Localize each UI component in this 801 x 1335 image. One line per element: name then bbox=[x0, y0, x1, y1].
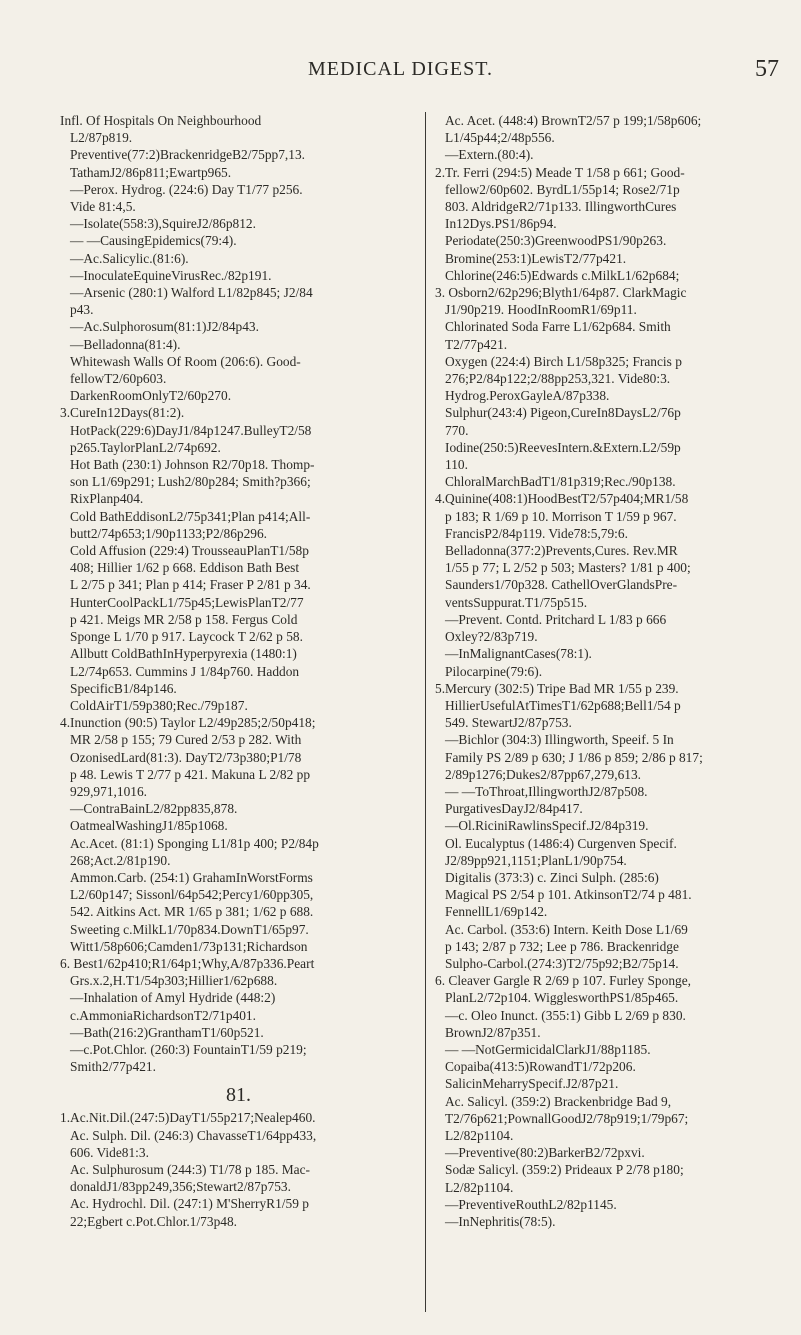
index-line: OatmealWashingJ1/85p1068. bbox=[70, 818, 228, 834]
index-line: 5.Mercury (302:5) Tripe Bad MR 1/55 p 239. bbox=[435, 680, 679, 696]
index-line: TathamJ2/86p811;Ewartp965. bbox=[70, 164, 232, 180]
index-line: Whitewash Walls Of Room (206:6). Good- bbox=[70, 353, 301, 369]
left-entries-continued bbox=[60, 1109, 417, 1229]
index-line: 770. bbox=[445, 422, 469, 438]
index-line: ChloralMarchBadT1/81p319;Rec./90p138. bbox=[445, 474, 676, 490]
index-line: Oxygen (224:4) Birch L1/58p325; Francis p bbox=[445, 353, 682, 369]
index-line: 4.Inunction (90:5) Taylor L2/49p285;2/50p418; bbox=[60, 715, 316, 731]
index-line: 268;Act.2/81p190. bbox=[70, 852, 171, 868]
index-line: p 183; R 1/69 p 10. Morrison T 1/59 p 967. bbox=[445, 508, 677, 524]
index-line: —ContraBainL2/82pp835,878. bbox=[70, 801, 238, 817]
index-line: Ac. Salicyl. (359:2) Brackenbridge Bad 9, bbox=[445, 1093, 672, 1109]
index-line: J1/90p219. HoodInRoomR1/69p11. bbox=[445, 302, 637, 318]
index-line: Cold Affusion (229:4) TrousseauPlanT1/58p bbox=[70, 543, 309, 559]
index-line: 2/89p1276;Dukes2/87pp67,279,613. bbox=[445, 766, 642, 782]
index-line: Preventive(77:2)BrackenridgeB2/75pp7,13. bbox=[70, 147, 306, 163]
index-line: L2/87p819. bbox=[70, 130, 133, 146]
index-line: Iodine(250:5)ReevesIntern.&Extern.L2/59p bbox=[445, 439, 681, 455]
index-line: DarkenRoomOnlyT2/60p270. bbox=[70, 388, 232, 404]
section-number: 81. bbox=[226, 1084, 251, 1107]
index-line: Copaiba(413:5)RowandT1/72p206. bbox=[445, 1059, 636, 1075]
index-line: fellow2/60p602. ByrdL1/55p14; Rose2/71p bbox=[445, 181, 680, 197]
index-line: L2/82p1104. bbox=[445, 1127, 514, 1143]
index-line: L 2/75 p 341; Plan p 414; Fraser P 2/81 p 34. bbox=[70, 577, 311, 593]
index-line: 3. Osborn2/62p296;Blyth1/64p87. ClarkMagic bbox=[435, 285, 687, 301]
index-line: 606. Vide81:3. bbox=[70, 1144, 149, 1160]
index-line: —c.Pot.Chlor. (260:3) FountainT1/59 p219; bbox=[70, 1041, 307, 1057]
index-line: fellowT2/60p603. bbox=[70, 371, 167, 387]
index-line: HotPack(229:6)DayJ1/84p1247.BulleyT2/58 bbox=[70, 422, 312, 438]
index-line: In12Dys.PS1/86p94. bbox=[445, 216, 557, 232]
index-line: 3.CureIn12Days(81:2). bbox=[60, 405, 185, 421]
index-line: 2.Tr. Ferri (294:5) Meade T 1/58 p 661; Good- bbox=[435, 164, 685, 180]
index-line: Sulphur(243:4) Pigeon,CureIn8DaysL2/76p bbox=[445, 405, 681, 421]
index-line: PurgativesDayJ2/84p417. bbox=[445, 801, 583, 817]
index-line: — —NotGermicidalClarkJ1/88p1185. bbox=[445, 1041, 651, 1057]
index-line: Ac. Carbol. (353:6) Intern. Keith Dose L1/69 bbox=[445, 921, 688, 937]
index-line: —Preventive(80:2)BarkerB2/72pxvi. bbox=[445, 1145, 645, 1161]
index-line: —Inhalation of Amyl Hydride (448:2) bbox=[70, 990, 276, 1006]
right-entries bbox=[435, 112, 784, 1230]
index-line: Ac.Acet. (81:1) Sponging L1/81p 400; P2/84p bbox=[70, 835, 319, 851]
index-line: Hydrog.PeroxGayleA/87p338. bbox=[445, 388, 610, 404]
index-line: 1/55 p 77; L 2/52 p 503; Masters? 1/81 p 400; bbox=[445, 560, 691, 576]
index-line: Magical PS 2/54 p 101. AtkinsonT2/74 p 481. bbox=[445, 887, 692, 903]
index-line: ColdAirT1/59p380;Rec./79p187. bbox=[70, 697, 248, 713]
index-line: Vide 81:4,5. bbox=[70, 199, 136, 215]
index-line: Witt1/58p606;Camden1/73p131;Richardson bbox=[70, 938, 308, 954]
index-line: T2/77p421. bbox=[445, 336, 508, 352]
index-line: — —CausingEpidemics(79:4). bbox=[70, 233, 237, 249]
index-line: Sweeting c.MilkL1/70p834.DownT1/65p97. bbox=[70, 921, 309, 937]
index-line: 929,971,1016. bbox=[70, 783, 147, 799]
left-entries bbox=[60, 112, 417, 1075]
index-line: Digitalis (373:3) c. Zinci Sulph. (285:6) bbox=[445, 869, 659, 885]
index-line: p 143; 2/87 p 732; Lee p 786. Brackenridge bbox=[445, 938, 679, 954]
index-line: Ac. Acet. (448:4) BrownT2/57 p 199;1/58p606; bbox=[445, 113, 702, 128]
index-line: FrancisP2/84p119. Vide78:5,79:6. bbox=[445, 525, 628, 541]
page-number: 57 bbox=[755, 56, 779, 82]
index-line: Chlorinated Soda Farre L1/62p684. Smith bbox=[445, 319, 671, 335]
index-line: HillierUsefulAtTimesT1/62p688;Bell1/54 p bbox=[445, 697, 681, 713]
index-line: —Extern.(80:4). bbox=[445, 147, 534, 163]
index-line: —InMalignantCases(78:1). bbox=[445, 646, 592, 662]
index-line: —Bath(216:2)GranthamT1/60p521. bbox=[70, 1024, 264, 1040]
index-line: 22;Egbert c.Pot.Chlor.1/73p48. bbox=[70, 1213, 238, 1229]
index-line: —Prevent. Contd. Pritchard L 1/83 p 666 bbox=[445, 611, 667, 627]
index-line: FennellL1/69p142. bbox=[445, 904, 548, 920]
index-line: T2/76p621;PownallGoodJ2/78p919;1/79p67; bbox=[445, 1110, 689, 1126]
index-line: 6. Best1/62p410;R1/64p1;Why,A/87p336.Peart bbox=[60, 955, 315, 971]
index-line: ventsSuppurat.T1/75p515. bbox=[445, 594, 588, 610]
index-line: OzonisedLard(81:3). DayT2/73p380;P1/78 bbox=[70, 749, 302, 765]
index-line: —InNephritis(78:5). bbox=[445, 1214, 556, 1229]
index-line: Belladonna(377:2)Prevents,Cures. Rev.MR bbox=[445, 543, 678, 559]
index-line: Allbutt ColdBathInHyperpyrexia (1480:1) bbox=[70, 646, 297, 662]
left-column bbox=[60, 112, 426, 1312]
index-line: L1/45p44;2/48p556. bbox=[445, 130, 555, 146]
index-line: —Bichlor (304:3) Illingworth, Speeif. 5 In bbox=[445, 732, 674, 748]
index-line: 803. AldridgeR2/71p133. IllingworthCures bbox=[445, 199, 677, 215]
index-line: 549. StewartJ2/87p753. bbox=[445, 715, 572, 731]
index-line: —Belladonna(81:4). bbox=[70, 336, 181, 352]
running-title: MEDICAL DIGEST. bbox=[308, 58, 493, 80]
index-line: 4.Quinine(408:1)HoodBestT2/57p404;MR1/58 bbox=[435, 491, 689, 507]
index-line: butt2/74p653;1/90p1133;P2/86p296. bbox=[70, 525, 268, 541]
index-line: Ac. Sulphurosum (244:3) T1/78 p 185. Mac- bbox=[70, 1161, 311, 1177]
index-line: Ac. Hydrochl. Dil. (247:1) M'SherryR1/59 p bbox=[70, 1196, 309, 1212]
index-line: Pilocarpine(79:6). bbox=[445, 663, 543, 679]
index-line: —Isolate(558:3),SquireJ2/86p812. bbox=[70, 216, 256, 232]
index-line: 6. Cleaver Gargle R 2/69 p 107. Furley Sponge, bbox=[435, 973, 691, 989]
index-line: 110. bbox=[445, 457, 468, 473]
index-columns bbox=[60, 112, 784, 1312]
index-line: RixPlanp404. bbox=[70, 491, 144, 507]
index-line: Cold BathEddisonL2/75p341;Plan p414;All- bbox=[70, 508, 311, 524]
index-line: donaldJ1/83pp249,356;Stewart2/87p753. bbox=[70, 1179, 291, 1195]
index-line: 542. Aitkins Act. MR 1/65 p 381; 1/62 p 688. bbox=[70, 904, 314, 920]
index-line: Smith2/77p421. bbox=[70, 1059, 156, 1075]
index-line: p 48. Lewis T 2/77 p 421. Makuna L 2/82 pp bbox=[70, 766, 311, 782]
index-line: Bromine(253:1)LewisT2/77p421. bbox=[445, 250, 627, 266]
index-line: Sponge L 1/70 p 917. Laycock T 2/62 p 58. bbox=[70, 629, 303, 645]
index-line: Ol. Eucalyptus (1486:4) Curgenven Specif. bbox=[445, 835, 677, 851]
index-line: —Perox. Hydrog. (224:6) Day T1/77 p256. bbox=[70, 181, 303, 197]
index-line: HunterCoolPackL1/75p45;LewisPlanT2/77 bbox=[70, 594, 304, 610]
index-line: Sodæ Salicyl. (359:2) Prideaux P 2/78 p180; bbox=[445, 1162, 684, 1178]
index-line: Grs.x.2,H.T1/54p303;Hillier1/62p688. bbox=[70, 973, 278, 989]
index-line: p 421. Meigs MR 2/58 p 158. Fergus Cold bbox=[70, 611, 298, 627]
index-line: Hot Bath (230:1) Johnson R2/70p18. Thomp- bbox=[70, 457, 315, 473]
index-line: Chlorine(246:5)Edwards c.MilkL1/62p684; bbox=[445, 267, 680, 283]
index-line: —Ac.Sulphorosum(81:1)J2/84p43. bbox=[70, 319, 259, 335]
index-line: SpecificB1/84p146. bbox=[70, 680, 177, 696]
index-line: son L1/69p291; Lush2/80p284; Smith?p366; bbox=[70, 474, 311, 490]
index-line: SalicinMeharrySpecif.J2/87p21. bbox=[445, 1076, 619, 1092]
index-line: L2/82p1104. bbox=[445, 1179, 514, 1195]
index-line: Ammon.Carb. (254:1) GrahamInWorstForms bbox=[70, 869, 313, 885]
index-line: Oxley?2/83p719. bbox=[445, 629, 538, 645]
index-line: —PreventiveRouthL2/82p1145. bbox=[445, 1196, 617, 1212]
index-line: Infl. Of Hospitals On Neighbourhood bbox=[60, 113, 262, 128]
index-line: PlanL2/72p104. WigglesworthPS1/85p465. bbox=[445, 990, 679, 1006]
right-column bbox=[426, 112, 784, 1312]
index-line: Periodate(250:3)GreenwoodPS1/90p263. bbox=[445, 233, 667, 249]
index-line: 1.Ac.Nit.Dil.(247:5)DayT1/55p217;Nealep460. bbox=[60, 1110, 316, 1126]
index-line: c.AmmoniaRichardsonT2/71p401. bbox=[70, 1007, 256, 1023]
index-line: Saunders1/70p328. CathellOverGlandsPre- bbox=[445, 577, 678, 593]
index-line: — —ToThroat,IllingworthJ2/87p508. bbox=[445, 783, 648, 799]
index-line: —Arsenic (280:1) Walford L1/82p845; J2/84 bbox=[70, 285, 313, 301]
index-line: —InoculateEquineVirusRec./82p191. bbox=[70, 267, 272, 283]
index-line: 276;P2/84p122;2/88pp253,321. Vide80:3. bbox=[445, 371, 671, 387]
index-line: p265.TaylorPlanL2/74p692. bbox=[70, 439, 221, 455]
index-line: MR 2/58 p 155; 79 Cured 2/53 p 282. With bbox=[70, 732, 302, 748]
index-line: p43. bbox=[70, 302, 94, 318]
index-line: 408; Hillier 1/62 p 668. Eddison Bath Best bbox=[70, 560, 300, 576]
index-line: —Ol.RiciniRawlinsSpecif.J2/84p319. bbox=[445, 818, 649, 834]
index-line: J2/89pp921,1151;PlanL1/90p754. bbox=[445, 852, 627, 868]
running-head bbox=[0, 58, 801, 92]
index-line: BrownJ2/87p351. bbox=[445, 1024, 541, 1040]
index-line: —c. Oleo Inunct. (355:1) Gibb L 2/69 p 830. bbox=[445, 1007, 686, 1023]
index-line: Family PS 2/89 p 630; J 1/86 p 859; 2/86 p 817; bbox=[445, 749, 703, 765]
index-line: Ac. Sulph. Dil. (246:3) ChavasseT1/64pp433, bbox=[70, 1127, 317, 1143]
index-line: —Ac.Salicylic.(81:6). bbox=[70, 250, 189, 266]
index-line: Sulpho-Carbol.(274:3)T2/75p92;B2/75p14. bbox=[445, 955, 679, 971]
index-line: L2/60p147; Sissonl/64p542;Percy1/60pp305, bbox=[70, 887, 314, 903]
index-line: L2/74p653. Cummins J 1/84p760. Haddon bbox=[70, 663, 300, 679]
